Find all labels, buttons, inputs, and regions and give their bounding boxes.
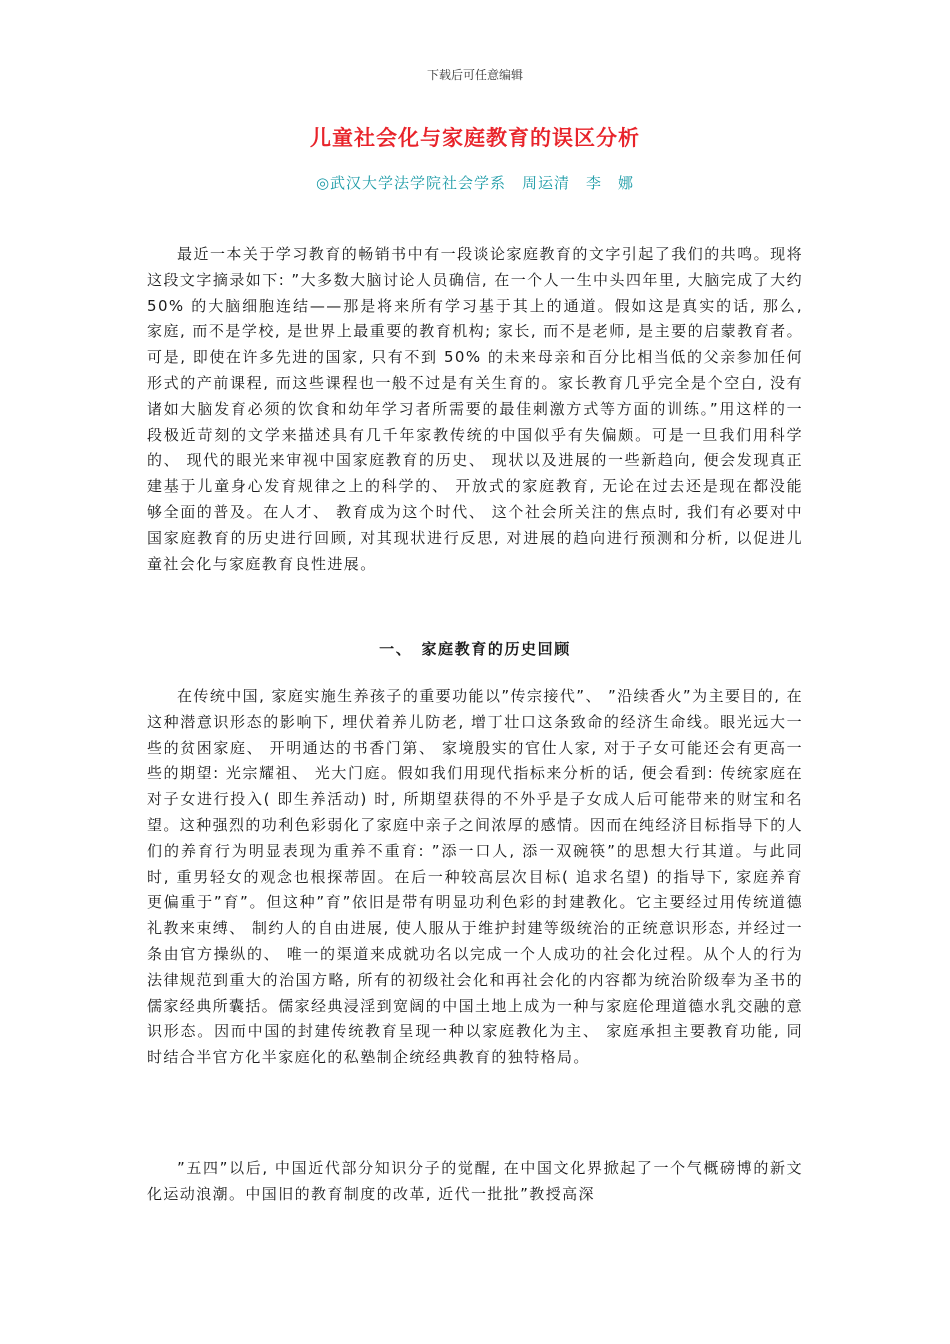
page-title: 儿童社会化与家庭教育的误区分析 [310, 126, 640, 150]
paragraph-may-fourth: ”五四”以后, 中国近代部分知识分子的觉醒, 在中国文化界掀起了一个气概磅博的新文化运动浪潮。中国旧的教育制度的改革, 近代一批批”教授高深 [147, 1159, 803, 1203]
paragraph-intro: 最近一本关于学习教育的畅销书中有一段谈论家庭教育的文字引起了我们的共鸣。现将这段文字摘录如下: ”大多数大脑讨论人员确信, 在一个人一生中头四年里, 大脑完成了大约 50% 的大脑细胞连结——那是将来所有学习基于其上的通道。假如这是真实的话, 那么, 家庭, 而不是学校, 是世界上最重要的教育机构; 家长, 而不是老师, 是主要的启蒙教育者。可是, 即使在许多先进的国家, 只有不到 50% 的未来母亲和百分比相当低的父亲参加任何形式的产前课程, 而这些课程也一般不过是有关生育的。家长教育几乎完全是个空白, 没有诸如大脑发育必须的饮食和幼年学习者所需要的最佳刺激方式等方面的训练。”用这样的一段极近苛刻的文学来描述具有几千年家教传统的中国似乎有失偏颇。可是一旦我们用科学的、 现代的眼光来审视中国家庭教育的历史、 现状以及进展的一些新趋向, 便会发现真正建基于儿童身心发育规律之上的科学的、 开放式的家庭教育, 无论在过去还是现在都没能够全面的普及。在人才、 教育成为这个时代、 这个社会所关注的焦点时, 我们有必要对中国家庭教育的历史进行回顾, 对其现状进行反思, 对进展的趋向进行预测和分析, 以促进儿童社会化与家庭教育良性进展。 [147, 245, 803, 573]
author-line: ◎武汉大学法学院社会学系 周运清 李 娜 [315, 174, 635, 192]
section-heading: 一、 家庭教育的历史回顾 [379, 640, 571, 658]
paragraph-history: 在传统中国, 家庭实施生养孩子的重要功能以”传宗接代”、 ”沿续香火”为主要目的, 在这种潜意识形态的影响下, 埋伏着养儿防老, 增丁壮口这条致命的经济生命线。眼光远大一些的贫困家庭、 开明通达的书香门第、 家境殷实的官仕人家, 对于子女可能还会有更高一些的期望: 光宗耀祖、 光大门庭。假如我们用现代指标来分析的话, 便会看到: 传统家庭在对子女进行投入( 即生养活动) 时, 所期望获得的不外乎是子女成人后可能带来的财宝和名望。这种强烈的功利色彩弱化了家庭中亲子之间浓厚的感情。因而在纯经济目标指导下的人们的养育行为明显表现为重养不重育: ”添一口人, 添一双碗筷”的思想大行其道。与此同时, 重男轻女的观念也根探蒂固。在后一种较高层次目标( 追求名望) 的指导下, 家庭养育更偏重于”育”。但这种”育”依旧是带有明显功利色彩的封建教化。它主要经过用传统道德礼教来束缚、 制约人的自由进展, 使人服从于维护封建等级统治的正统意识形态, 并经过一条由官方操纵的、 唯一的渠道来成就功名以完成一个人成功的社会化过程。从个人的行为法律规范到重大的治国方略, 所有的初级社会化和再社会化的内容都为统治阶级奉为圣书的儒家经典所囊括。儒家经典浸淫到宽阔的中国土地上成为一种与家庭伦理道德水乳交融的意识形态。因而中国的封建传统教育呈现一种以家庭教化为主、 家庭承担主要教育功能, 同时结合半官方化半家庭化的私塾制企统经典教育的独特格局。 [147, 687, 804, 1067]
header-note: 下载后可任意编辑 [426, 68, 523, 82]
